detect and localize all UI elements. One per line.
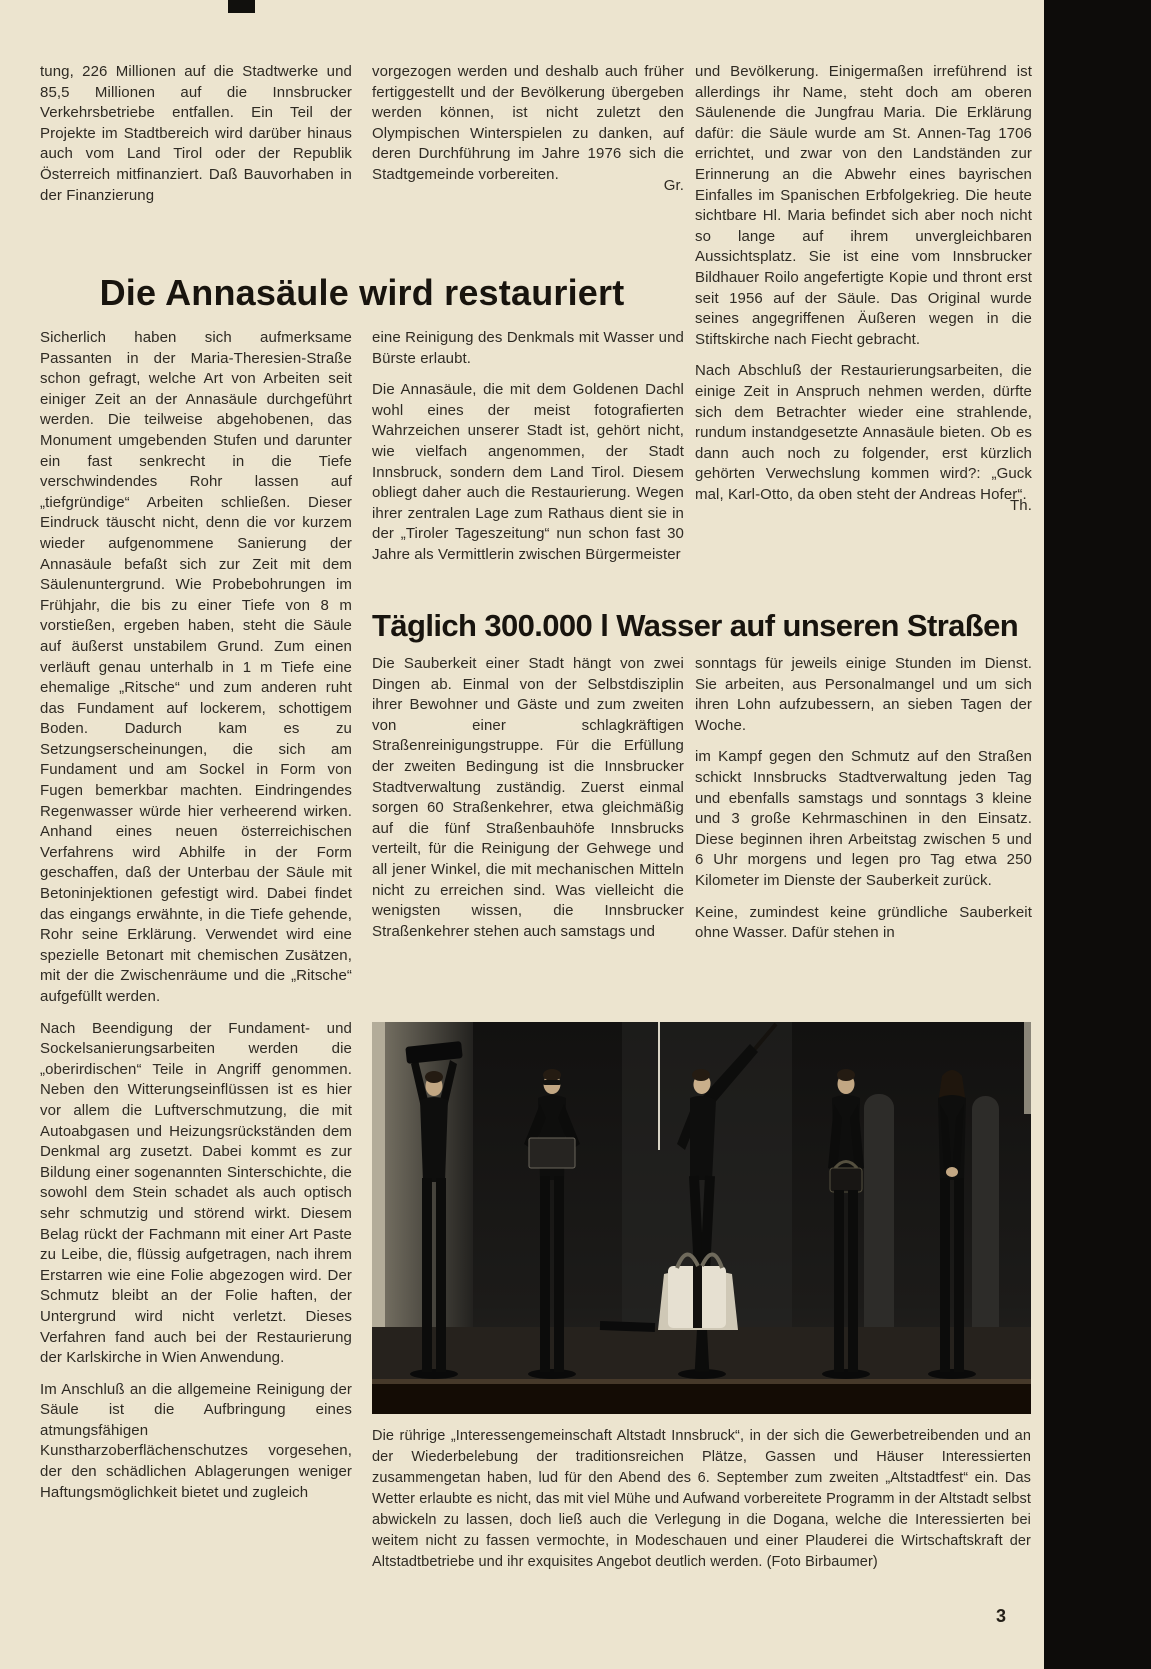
- paragraph: Im Anschluß an die allgemeine Reinigung der Säule ist die Aufbringung eines atmungsfähigen Kunstharzoberflächenschutzes vorgesehen, der den schädlichen Ablagerungen weniger Haftungsmöglichkeit bietet und zugleich: [40, 1380, 352, 1501]
- paragraph: Sicherlich haben sich aufmerksame Passanten in der Maria-Theresien-Straße schon gefragt, welche Art von Arbeiten seit einiger Zeit an der Annasäule durchgeführt werden. Die teilweise abgehobenen, das Monument umgebenden Stufen und darunter ein fast senkrecht in die Tiefe verschwindendes Rohr lassen auf „tiefgründige“ Arbeiten schließen. Dieser Eindruck täuscht nicht, denn die vor kurzem wieder aufgenommene Sanierung der Annasäule befaßt sich zur Zeit mit dem Säulenuntergrund. Wie Probebohrungen im Frühjahr, die bis zu einer Tiefe von 8 m vorstießen, ergeben haben, steht die Säule auf äußerst unstabilem Grund. Zum einen verläuft genau unterhalb in 1 m Tiefe eine ehemalige „Ritsche“ und zum anderen ruht das Fundament auf lockerem, schottigem Boden. Dadurch kam es zu Setzungserscheinungen, die sich am Fundament und am Sockel in Form von Fugen bemerkbar machten. Eindringendes Regenwasser würde hier verheerend wirken. Anhand eines neuen österreichischen Verfahrens wird Abhilfe in der Form geschaffen, daß der Unterbau der Säule mit Betoninjektionen gefestigt wird. Dabei findet das eingangs erwähnte, in die Tiefe gehende, Rohr seine Erklärung. Verwendet wird eine spezielle Betonart mit chemischen Zusätzen, mit der die Zwischenräume und die „Ritsche“ aufgefüllt werden.: [40, 329, 352, 1005]
- paragraph: Die Sauberkeit einer Stadt hängt von zwei Dingen ab. Einmal von der Selbstdisziplin ihrer Bewohner und Gäste und zum zweiten von einer schlagkräftigen Straßenreinigungstruppe. Für die Erfüllung der zweiten Bedingung ist die Innsbrucker Stadtverwaltung zuständig. Zuerst einmal sorgen 60 Straßenkehrer, etwa gleichmäßig auf die fünf Straßenbauhöfe Innsbrucks verteilt, für die Reinigung der Gehwege und all jener Winkel, die mit mechanischen Mitteln nicht zu erreichen sind. Was vielleicht die wenigsten wissen, die Innsbrucker Straßenkehrer stehen auch samstags und: [372, 655, 684, 940]
- stage-photo: [372, 1022, 1031, 1414]
- prev-article-col1: [40, 62, 352, 206]
- paragraph: sonntags für jeweils einige Stunden im Dienst. Sie arbeiten, aus Personalmangel und um sich ihren Lohn aufzubessern, an sieben Tagen der Woche.: [695, 655, 1032, 734]
- article2-col1: [372, 654, 684, 942]
- paragraph: eine Reinigung des Denkmals mit Wasser und Bürste erlaubt.: [372, 329, 684, 367]
- paragraph: Nach Beendigung der Fundament- und Sockelsanierungsarbeiten werden die „oberirdischen“ Teile in Angriff genommen. Neben den Witterungseinflüssen ist es hier vor allem die Luftverschmutzung, die mit Autoabgasen und Heizungsrückständen dem Denkmal arg zusetzt. Dabei kommt es zur Bildung einer sogenannten Sinterschichte, die sowohl dem Stein schadet als auch optisch sehr schmutzig und störend wirkt. Diesem Belag rückt der Fachmann mit einer Art Paste zu Leibe, die, flüssig aufgetragen, nach ihrem Erstarren wie eine Folie abgezogen wird. Der Schmutz bleibt an der Folie haften, der Untergrund wird nicht verletzt. Dieses Verfahren fand auch bei der Restaurierung der Karlskirche in Wien Anwendung.: [40, 1019, 352, 1367]
- page-number: 3: [995, 1606, 1006, 1626]
- paragraph: Nach Abschluß der Restaurierungsarbeiten, die einige Zeit in Anspruch nehmen werden, dürfte sich dem Betrachter wieder eine strahlende, rundum instandgesetzte Annasäule bieten. Ob es dann auch noch zu folgender, erst kürzlich gehörten Verwechslung kommen wird?: „Guck mal, Karl-Otto, da oben steht der Andreas Hofer“.: [695, 362, 1032, 503]
- registration-mark: [228, 0, 255, 13]
- photo-caption: Die rührige „Interessengemeinschaft Altstadt Innsbruck“, in der sich die Gewerbetreibenden und an der Wiederbelebung der traditionsreichen Plätze, Gassen und Häuser Interessierten zusammengetan haben, lud für den Abend des 6. September zum zweiten „Altstadtfest“ ein. Das Wetter erlaubte es nicht, das mit viel Mühe und Aufwand vorbereitete Programm in der Altstadt selbst abwickeln zu lassen, doch ließ auch die Verlegung in die Dogana, welche die Interessierten bei weitem nicht zu fassen vermochte, in Modeschauen und einer Plauderei die Wirtschaftskraft der Altstadtbetriebe und ihr exquisites Angebot deutlich werden. (Foto Birbaumer): [372, 1428, 1031, 1570]
- paragraph: vorgezogen werden und deshalb auch früher fertiggestellt und der Bevölkerung übergeben werden können, ist nicht zuletzt den Olympischen Winterspielen zu danken, auf deren Durchführung im Jahre 1976 sich die Stadtgemeinde vorbereiten.: [372, 63, 684, 183]
- article2-headline: Täglich 300.000 l Wasser auf unseren Straßen: [372, 608, 1019, 643]
- author-initials: Gr.: [663, 176, 684, 194]
- paragraph: Keine, zumindest keine gründliche Sauberkeit ohne Wasser. Dafür stehen in: [695, 903, 1032, 942]
- prev-article-col2: [372, 62, 684, 197]
- stage-photo-graphic: [372, 1022, 1031, 1414]
- article1-col3: [695, 62, 1032, 516]
- article1-headline: Die Annasäule wird restauriert: [99, 272, 625, 313]
- article1-col2: [372, 328, 684, 566]
- author-initials: Th.: [1010, 496, 1032, 514]
- article1-col1: [40, 328, 352, 1503]
- paragraph: Die Annasäule, die mit dem Goldenen Dachl wohl eines der meist fotografierten Wahrzeichen unserer Stadt ist, gehört nicht, wie vielfach angenommen, der Stadt Innsbruck, sondern dem Land Tirol. Diesem obliegt daher auch die Restaurierung. Wegen ihrer zentralen Lage zum Rathaus dient sie in der „Tiroler Tageszeitung“ nun schon fast 30 Jahre als Vermittlerin zwischen Bürgermeister: [372, 381, 684, 563]
- article2-col2: [695, 654, 1032, 944]
- scan-edge-strip: [1044, 0, 1151, 1669]
- paragraph: im Kampf gegen den Schmutz auf den Straßen schickt Innsbrucks Stadtverwaltung jeden Tag und ebenfalls samstags und sonntags 3 kleine und 3 große Kehrmaschinen in den Einsatz. Diese beginnen ihren Arbeitstag zwischen 5 und 6 Uhr morgens und legen pro Tag etwa 250 Kilometer im Dienste der Sauberkeit zurück.: [695, 748, 1032, 889]
- paragraph: und Bevölkerung. Einigermaßen irreführend ist allerdings ihr Name, steht doch am oberen Säulenende die Jungfrau Maria. Die Erklärung dafür: die Säule wurde am St. Annen-Tag 1706 errichtet, und zwar von den Landständen zur Erinnerung an die Abwehr eines bayrischen Einfalles im Spanischen Erbfolgekrieg. Die heute sichtbare Hl. Maria befindet sich aber noch nicht so lange auf ihrem unvergleichbaren Aussichtsplatz. Sie ist eine vom Innsbrucker Bildhauer Roilo angefertigte Kopie und thront erst seit 1956 auf der Säule. Das Original wurde seines angegriffenen Äußeren wegen in die Stiftskirche nach Fiecht gebracht.: [695, 63, 1032, 348]
- paragraph: tung, 226 Millionen auf die Stadtwerke und 85,5 Millionen auf die Innsbrucker Verkehrsbetriebe entfallen. Ein Teil der Projekte im Stadtbereich wird darüber hinaus auch vom Land Tirol oder der Republik Österreich mitfinanziert. Daß Bauvorhaben in der Finanzierung: [40, 63, 352, 204]
